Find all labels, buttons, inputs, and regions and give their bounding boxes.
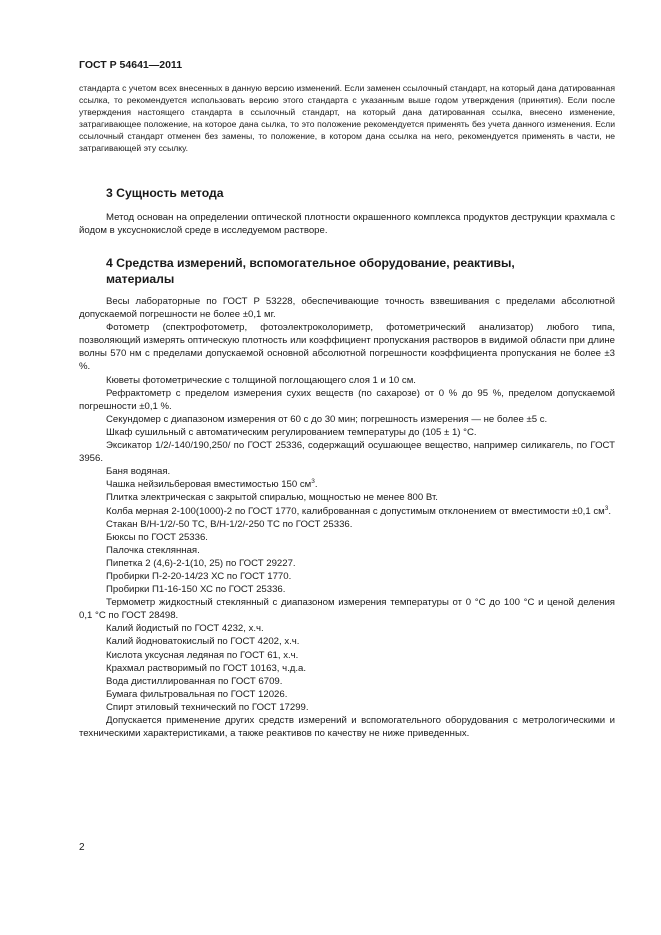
list-item: Бумага фильтровальная по ГОСТ 12026.: [106, 688, 288, 700]
section-3: [79, 186, 615, 202]
list-item: Допускается применение других средств измерений и вспомогательного оборудования с метрологическими и техническими характеристиками, а также реактивов по качеству не ниже приведенных.: [79, 715, 615, 740]
list-item: Термометр жидкостный стеклянный с диапазоном измерения температуры от 0 °С до 100 °С и ценой деления 0,1 °С по ГОСТ 28498.: [79, 597, 615, 622]
list-item: Шкаф сушильный с автоматическим регулированием температуры до (105 ± 1) °С.: [106, 426, 477, 438]
list-item: Пробирки П-2-20-14/23 ХС по ГОСТ 1770.: [106, 570, 292, 582]
list-item: Фотометр (спектрофотометр, фотоэлектроколориметр, фотометрический анализатор) любого типа, позволяющий измерять оптическую плотность или коэффициент пропускания растворов в видимой области при длине волны 570 нм с пределами допускаемой основной абсолютной погрешности коэффициента пропускания не более ±3 %.: [79, 322, 615, 373]
list-item: Пипетка 2 (4,6)-2-1(10, 25) по ГОСТ 29227.: [106, 557, 296, 569]
list-item: Рефрактометр с пределом измерения сухих веществ (по сахарозе) от 0 % до 95 %, пределом допускаемой погрешности ±0,1 %.: [79, 387, 615, 412]
list-item: Эксикатор 1/2/-140/190,250/ по ГОСТ 25336, содержащий осушающее вещество, например силикагель, по ГОСТ 3956.: [79, 440, 615, 465]
section-4-title: 4 Средства измерений, вспомогательное оборудование, реактивы, материалы: [106, 256, 515, 286]
list-item: Секундомер с диапазоном измерения от 60 с до 30 мин; погрешность измерения — не более ±5 с.: [106, 413, 548, 425]
list-item-flask: Колба мерная 2-100(1000)-2 по ГОСТ 1770, калиброванная с допустимым отклонением от вместимости ±0,1 $см^3$.: [106, 504, 612, 517]
section-3-text: Метод основан на определении оптической плотности окрашенного комплекса продуктов деструкции крахмала с йодом в уксуснокислой среде в исследуемом растворе.: [79, 212, 615, 237]
section-3-body: [79, 211, 615, 237]
list-item: Спирт этиловый технический по ГОСТ 17299.: [106, 701, 309, 713]
section-4-body: [79, 295, 615, 740]
list-item: Крахмал растворимый по ГОСТ 10163, ч.д.а.: [106, 662, 307, 674]
list-item: Кюветы фотометрические с толщиной поглощающего слоя 1 и 10 см.: [106, 374, 416, 386]
list-item: Бюксы по ГОСТ 25336.: [106, 531, 208, 543]
list-item: Вода дистиллированная по ГОСТ 6709.: [106, 675, 283, 687]
list-item: Палочка стеклянная.: [106, 544, 200, 556]
note-paragraph: стандарта с учетом всех внесенных в данную версию изменений. Если заменен ссылочный стандарт, на который дана датированная ссылка, то рекомендуется использовать версию этого стандарта с указанным выше годом утверждения (принятия). Если после утверждения настоящего стандарта в ссылочный стандарт, на который дана датированная ссылка, внесено изменение, затрагивающее положение, на которое дана сылка, то это положение рекомендуется применять без учета данного изменения. Если ссылочный стандарт отменен без замены, то положение, в котором дана ссылка на него, рекомендуется применять в части, не затрагивающей эту ссылку.: [79, 83, 615, 153]
section-3-title: 3 Сущность метода: [106, 186, 224, 200]
list-item: Весы лабораторные по ГОСТ Р 53228, обеспечивающие точность взвешивания с пределами абсолютной допускаемой погрешности не более ±0,1 мг.: [79, 296, 615, 321]
list-item: Плитка электрическая с закрытой спиралью, мощностью не менее 800 Вт.: [106, 492, 438, 504]
list-item-cup: Чашка нейзильберовая вместимостью 150 $см^3$.: [106, 478, 318, 491]
list-item: Стакан В/Н-1/2/-50 ТС, В/Н-1/2/-250 ТС по ГОСТ 25336.: [106, 518, 353, 530]
list-item: Калий йодноватокислый по ГОСТ 4202, х.ч.: [106, 636, 300, 648]
reference-note: [79, 82, 615, 154]
list-item: Пробирки П1-16-150 ХС по ГОСТ 25336.: [106, 584, 286, 596]
list-item: Кислота уксусная ледяная по ГОСТ 61, х.ч.: [106, 649, 299, 661]
page-number: 2: [79, 842, 85, 853]
list-item: Баня водяная.: [106, 466, 171, 478]
list-item: Калий йодистый по ГОСТ 4232, х.ч.: [106, 623, 264, 635]
document-header: ГОСТ Р 54641—2011: [79, 59, 183, 71]
section-4: [79, 256, 615, 287]
